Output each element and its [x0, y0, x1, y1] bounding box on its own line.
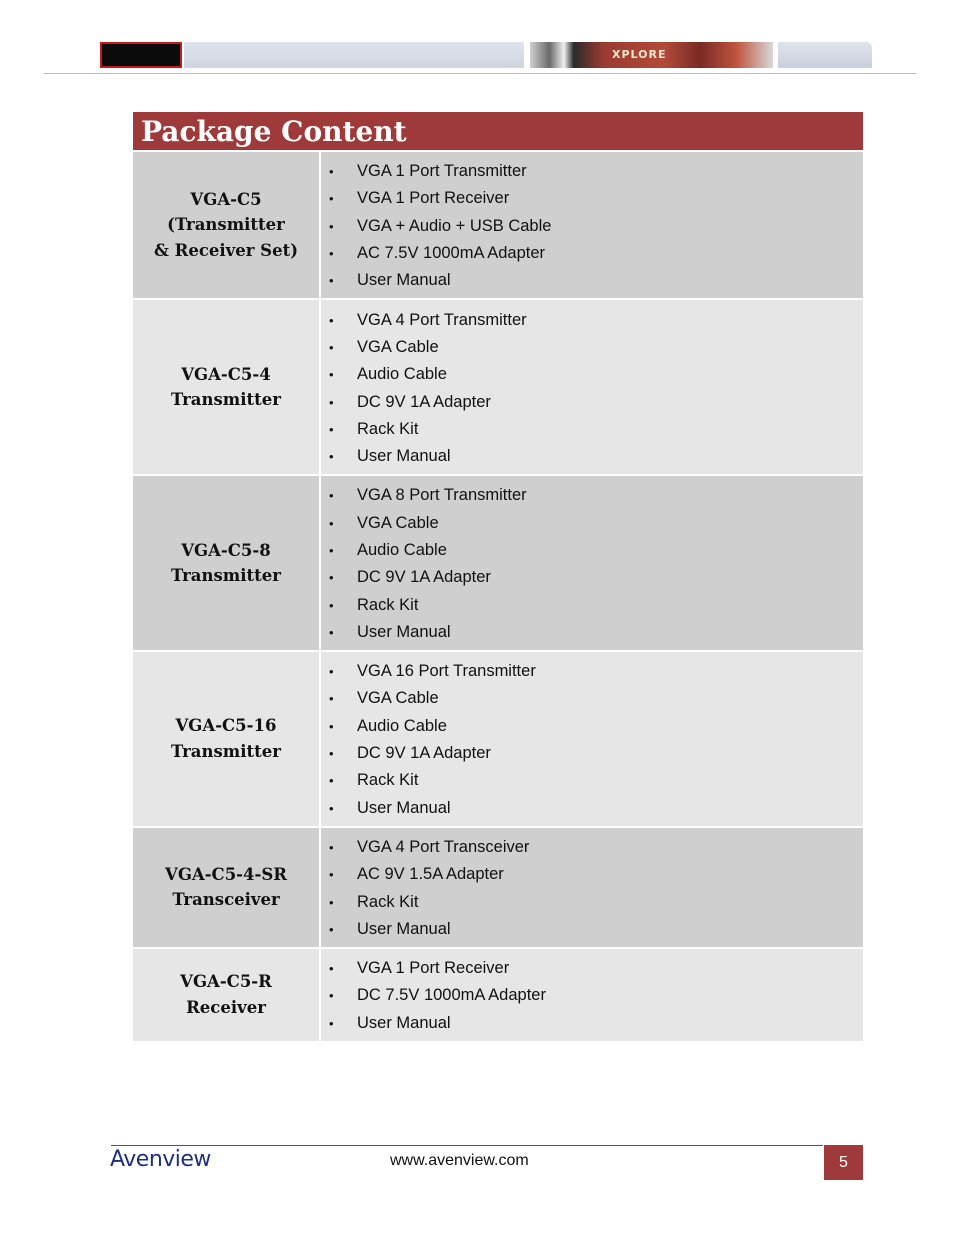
list-item	[321, 740, 863, 767]
list-item	[321, 861, 863, 888]
list-item	[321, 306, 863, 333]
product-name-line: Receiver	[186, 997, 266, 1017]
bullet-icon: •	[329, 570, 334, 586]
list-item	[321, 1010, 863, 1037]
bullet-icon: •	[329, 164, 334, 180]
bullet-icon: •	[329, 543, 334, 558]
item-text: DC 7.5V 1000mA Adapter	[357, 986, 546, 1005]
footer-url: www.avenview.com	[390, 1152, 529, 1169]
bullet-icon: •	[329, 718, 334, 734]
banner-light-block	[778, 42, 872, 68]
avenview-logo: Avenview	[110, 1147, 211, 1172]
product-name-cell	[133, 300, 321, 474]
list-item	[321, 537, 863, 564]
list-item	[321, 361, 863, 388]
product-name-line: Transmitter	[171, 390, 281, 410]
bullet-icon: •	[329, 988, 334, 1004]
bullet-icon: •	[329, 624, 334, 640]
item-text: Rack Kit	[357, 892, 419, 911]
item-text: VGA Cable	[357, 513, 439, 532]
list-item	[321, 158, 863, 185]
banner-text: XPLORE	[612, 48, 667, 61]
list-item	[321, 416, 863, 443]
product-name-line: VGA-C5-R	[180, 972, 272, 992]
item-text: DC 9V 1A Adapter	[357, 568, 491, 587]
product-name-cell	[133, 476, 321, 650]
product-name-cell	[133, 949, 321, 1041]
bullet-icon: •	[329, 691, 334, 707]
bullet-icon: •	[329, 839, 334, 855]
bullet-icon: •	[329, 273, 334, 289]
bullet-icon: •	[329, 218, 334, 234]
list-item	[321, 185, 863, 212]
bullet-icon: •	[329, 394, 334, 410]
list-item	[321, 982, 863, 1009]
bullet-icon: •	[329, 246, 334, 262]
table-row	[133, 826, 863, 947]
item-text: VGA 1 Port Receiver	[357, 959, 510, 978]
item-text: DC 9V 1A Adapter	[357, 744, 491, 763]
bullet-icon: •	[329, 339, 334, 355]
bullet-icon: •	[329, 773, 334, 789]
bullet-icon: •	[329, 515, 334, 531]
product-name-line: VGA-C5-8	[181, 540, 271, 560]
bullet-icon: •	[329, 921, 334, 937]
item-text: User Manual	[357, 622, 451, 641]
table-row	[133, 298, 863, 474]
product-name-line: (Transmitter	[167, 215, 285, 235]
item-text: User Manual	[357, 798, 451, 817]
item-text: Audio Cable	[357, 365, 447, 384]
contents-cell	[321, 476, 863, 650]
list-item	[321, 591, 863, 618]
list-item	[321, 916, 863, 943]
list-item	[321, 685, 863, 712]
item-text: AC 9V 1.5A Adapter	[357, 865, 504, 884]
table-row	[133, 947, 863, 1041]
list-item	[321, 240, 863, 267]
item-text: VGA 4 Port Transceiver	[357, 837, 530, 856]
item-text: VGA 4 Port Transmitter	[357, 310, 527, 329]
list-item	[321, 658, 863, 685]
list-item	[321, 388, 863, 415]
product-name-line: & Receiver Set)	[153, 240, 299, 260]
item-text: AC 7.5V 1000mA Adapter	[357, 244, 546, 263]
list-item	[321, 510, 863, 537]
bullet-icon: •	[329, 312, 334, 328]
product-name-cell	[133, 828, 321, 947]
header-banner	[0, 42, 954, 72]
bullet-icon: •	[329, 597, 334, 613]
item-text: VGA Cable	[357, 689, 439, 708]
bullet-icon: •	[329, 664, 334, 680]
item-text: Rack Kit	[357, 595, 419, 614]
list-item	[321, 795, 863, 822]
table-title: Package Content	[133, 112, 863, 150]
bullet-icon: •	[329, 367, 334, 383]
banner-photo-strip	[530, 42, 773, 68]
bullet-icon: •	[329, 894, 334, 910]
bullet-icon: •	[329, 867, 334, 883]
list-item	[321, 334, 863, 361]
item-text: VGA 1 Port Transmitter	[357, 162, 527, 181]
item-text: VGA Cable	[357, 337, 439, 356]
item-text: Rack Kit	[357, 419, 419, 438]
item-text: VGA + Audio + USB Cable	[357, 216, 552, 235]
item-text: User Manual	[357, 919, 451, 938]
product-name-cell	[133, 652, 321, 826]
item-text: DC 9V 1A Adapter	[357, 392, 491, 411]
contents-cell	[321, 300, 863, 474]
contents-cell	[321, 652, 863, 826]
contents-cell	[321, 949, 863, 1041]
banner-black-block	[100, 42, 182, 68]
table-row	[133, 650, 863, 826]
product-name-cell	[133, 152, 321, 298]
list-item	[321, 267, 863, 294]
list-item	[321, 888, 863, 915]
list-item	[321, 482, 863, 509]
list-item	[321, 955, 863, 982]
list-item	[321, 834, 863, 861]
product-name-line: Transmitter	[171, 741, 281, 761]
contents-cell	[321, 152, 863, 298]
product-name-line: VGA-C5-16	[175, 716, 277, 736]
product-name-line: Transmitter	[171, 566, 281, 586]
item-text: VGA 8 Port Transmitter	[357, 486, 527, 505]
footer-divider	[111, 1145, 823, 1146]
item-text: User Manual	[357, 447, 451, 466]
contents-cell	[321, 828, 863, 947]
bullet-icon: •	[329, 800, 334, 816]
item-text: Audio Cable	[357, 541, 447, 559]
list-item	[321, 767, 863, 794]
bullet-icon: •	[329, 421, 334, 437]
item-text: User Manual	[357, 1013, 451, 1032]
item-text: Audio Cable	[357, 716, 447, 735]
list-item	[321, 713, 863, 740]
list-item	[321, 619, 863, 646]
product-name-line: VGA-C5	[190, 189, 262, 209]
item-text: Rack Kit	[357, 771, 419, 790]
list-item	[321, 213, 863, 240]
table-row	[133, 474, 863, 650]
page-number: 5	[824, 1145, 863, 1180]
bullet-icon: •	[329, 191, 334, 207]
bullet-icon: •	[329, 746, 334, 762]
banner-grey-block	[184, 42, 524, 68]
product-name-line: Transceiver	[172, 890, 280, 910]
item-text: VGA 1 Port Receiver	[357, 189, 510, 208]
list-item	[321, 443, 863, 470]
product-name-line: VGA-C5-4	[181, 364, 271, 384]
bullet-icon: •	[329, 488, 334, 504]
bullet-icon: •	[329, 449, 334, 465]
item-text: User Manual	[357, 271, 451, 290]
bullet-icon: •	[329, 1015, 334, 1031]
header-divider	[44, 73, 916, 74]
package-table	[133, 112, 863, 1041]
table-row	[133, 150, 863, 298]
item-text: VGA 16 Port Transmitter	[357, 662, 536, 681]
list-item	[321, 564, 863, 591]
product-name-line: VGA-C5-4-SR	[165, 864, 287, 884]
bullet-icon: •	[329, 961, 334, 977]
